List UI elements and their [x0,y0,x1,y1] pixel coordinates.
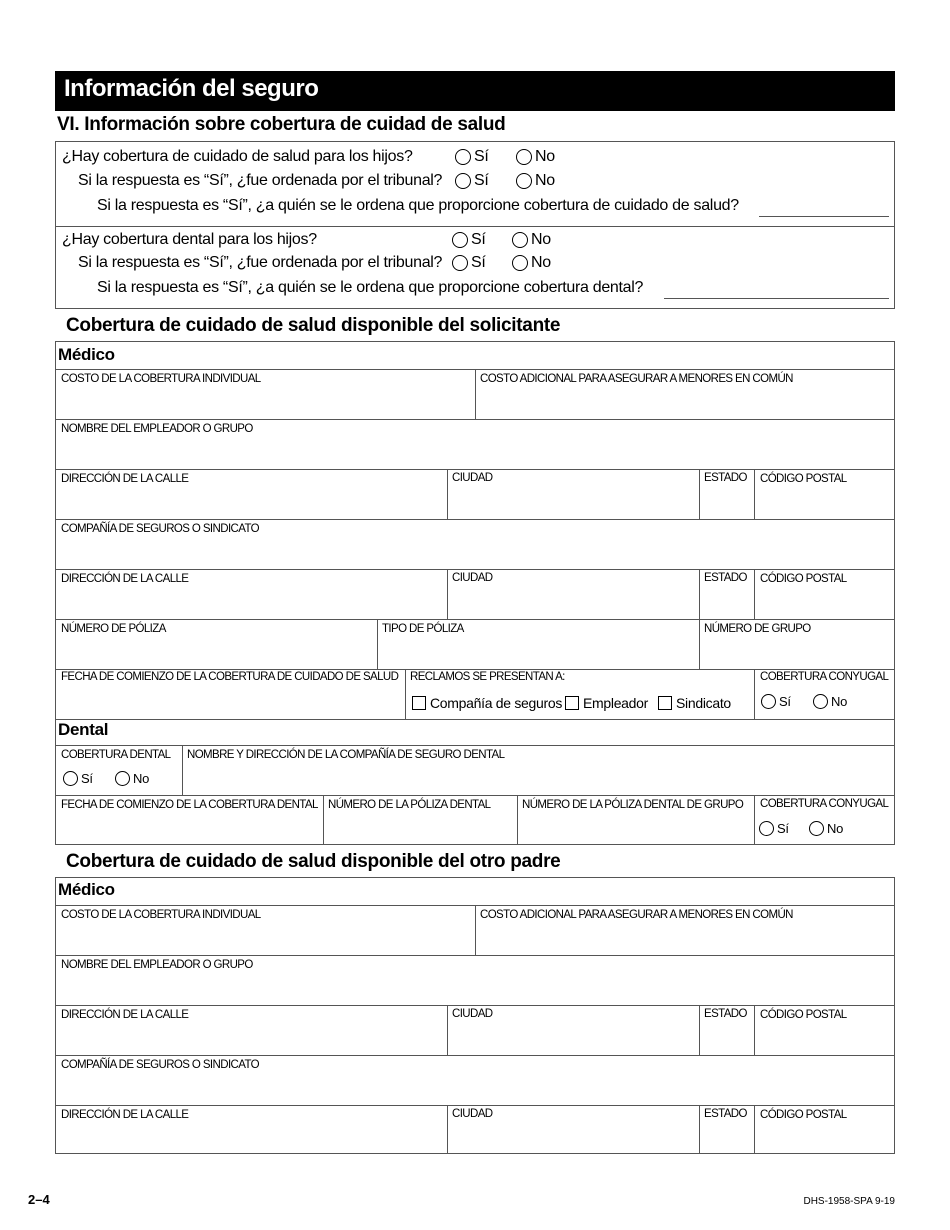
health-who-ordered-question: Si la respuesta es “Sí”, ¿a quién se le ordena que proporcione cobertura de cuidado de salud? [97,197,739,214]
other-insurance-city-field[interactable]: CIUDAD [452,1108,493,1120]
checkbox-icon[interactable] [658,696,672,710]
dental-company-field[interactable]: NOMBRE Y DIRECCIÓN DE LA COMPAÑÍA DE SEGURO DENTAL [187,749,505,761]
health-coverage-questions [55,141,895,227]
other-medico-header: Médico [58,880,115,899]
employer-street-field[interactable]: DIRECCIÓN DE LA CALLE [61,473,189,485]
dental-coverage-yes[interactable]: Sí [452,231,486,249]
form-id: DHS-1958-SPA 9-19 [803,1196,895,1207]
other-employer-state-field[interactable]: ESTADO [704,1008,747,1020]
checkbox-icon[interactable] [565,696,579,710]
employer-zip-field[interactable]: CÓDIGO POSTAL [760,473,847,485]
dental-coverage-questions [55,226,895,309]
dental-group-policy-field[interactable]: NÚMERO DE LA PÓLIZA DENTAL DE GRUPO [522,799,744,811]
applicant-coverage-title: Cobertura de cuidado de salud disponible del solicitante [66,315,561,336]
other-additional-cost-field[interactable]: COSTO ADICIONAL PARA ASEGURAR A MENORES EN COMÚN [480,909,793,921]
dental-coverage-label: COBERTURA DENTAL [61,749,171,761]
medico-header: Médico [58,345,115,364]
insurance-state-field[interactable]: ESTADO [704,572,747,584]
radio-icon[interactable] [455,173,471,189]
radio-icon[interactable] [63,771,78,786]
radio-icon[interactable] [516,149,532,165]
health-court-yes[interactable]: Sí [455,172,489,190]
other-insurance-street-field[interactable]: DIRECCIÓN DE LA CALLE [61,1109,189,1121]
dental-court-ordered-question: Si la respuesta es “Sí”, ¿fue ordenada por el tribunal? [78,254,443,271]
dental-coverage-yes-option[interactable]: Sí [63,771,93,786]
health-court-no[interactable]: No [516,172,555,190]
radio-icon[interactable] [512,232,528,248]
other-insurance-company-field[interactable]: COMPAÑÍA DE SEGUROS O SINDICATO [61,1059,260,1071]
dental-header: Dental [58,720,109,739]
spousal-coverage-yes[interactable]: Sí [761,694,791,709]
dental-coverage-no-option[interactable]: No [115,771,149,786]
dental-spousal-coverage-label: COBERTURA CONYUGAL [760,798,889,810]
policy-type-field[interactable]: TIPO DE PÓLIZA [382,623,464,635]
radio-icon[interactable] [512,255,528,271]
page-number: 2–4 [28,1192,50,1207]
section-title: VI. Información sobre cobertura de cuidad de salud [57,114,506,135]
health-court-ordered-question: Si la respuesta es “Sí”, ¿fue ordenada por el tribunal? [78,172,443,189]
health-coverage-yes[interactable]: Sí [455,148,489,166]
employer-state-field[interactable]: ESTADO [704,472,747,484]
spousal-coverage-label: COBERTURA CONYUGAL [760,671,889,683]
other-employer-zip-field[interactable]: CÓDIGO POSTAL [760,1009,847,1021]
health-coverage-no[interactable]: No [516,148,555,166]
spousal-coverage-no[interactable]: No [813,694,847,709]
coverage-start-date-field[interactable]: FECHA DE COMIENZO DE LA COBERTURA DE CUIDADO DE SALUD [61,671,399,683]
claims-insurance-company[interactable]: Compañía de seguros [412,695,562,711]
health-who-ordered-field[interactable] [759,216,889,217]
employer-name-field[interactable]: NOMBRE DEL EMPLEADOR O GRUPO [61,423,253,435]
dental-court-no[interactable]: No [512,254,551,272]
claims-label: RECLAMOS SE PRESENTAN A: [410,671,565,683]
dental-coverage-no[interactable]: No [512,231,551,249]
other-employer-street-field[interactable]: DIRECCIÓN DE LA CALLE [61,1009,189,1021]
other-individual-cost-field[interactable]: COSTO DE LA COBERTURA INDIVIDUAL [61,909,261,921]
individual-cost-field[interactable]: COSTO DE LA COBERTURA INDIVIDUAL [61,373,261,385]
applicant-coverage-form [55,341,895,845]
other-parent-coverage-title: Cobertura de cuidado de salud disponible del otro padre [66,851,561,872]
dental-start-date-field[interactable]: FECHA DE COMIENZO DE LA COBERTURA DENTAL [61,799,318,811]
radio-icon[interactable] [759,821,774,836]
radio-icon[interactable] [452,232,468,248]
policy-number-field[interactable]: NÚMERO DE PÓLIZA [61,623,166,635]
dental-spousal-yes[interactable]: Sí [759,821,789,836]
radio-icon[interactable] [516,173,532,189]
radio-icon[interactable] [452,255,468,271]
insurance-street-field[interactable]: DIRECCIÓN DE LA CALLE [61,573,189,585]
other-insurance-zip-field[interactable]: CÓDIGO POSTAL [760,1109,847,1121]
claims-union[interactable]: Sindicato [658,695,731,711]
additional-cost-field[interactable]: COSTO ADICIONAL PARA ASEGURAR A MENORES EN COMÚN [480,373,793,385]
page-header: Información del seguro [55,71,895,111]
insurance-zip-field[interactable]: CÓDIGO POSTAL [760,573,847,585]
other-parent-coverage-form [55,877,895,1154]
other-employer-name-field[interactable]: NOMBRE DEL EMPLEADOR O GRUPO [61,959,253,971]
dental-policy-number-field[interactable]: NÚMERO DE LA PÓLIZA DENTAL [328,799,491,811]
employer-city-field[interactable]: CIUDAD [452,472,493,484]
radio-icon[interactable] [761,694,776,709]
radio-icon[interactable] [813,694,828,709]
radio-icon[interactable] [455,149,471,165]
other-employer-city-field[interactable]: CIUDAD [452,1008,493,1020]
dental-court-yes[interactable]: Sí [452,254,486,272]
radio-icon[interactable] [809,821,824,836]
checkbox-icon[interactable] [412,696,426,710]
insurance-company-field[interactable]: COMPAÑÍA DE SEGUROS O SINDICATO [61,523,260,535]
other-insurance-state-field[interactable]: ESTADO [704,1108,747,1120]
insurance-city-field[interactable]: CIUDAD [452,572,493,584]
radio-icon[interactable] [115,771,130,786]
dental-spousal-no[interactable]: No [809,821,843,836]
group-number-field[interactable]: NÚMERO DE GRUPO [704,623,811,635]
claims-employer[interactable]: Empleador [565,695,648,711]
health-coverage-question: ¿Hay cobertura de cuidado de salud para los hijos? [62,148,413,165]
dental-who-ordered-question: Si la respuesta es “Sí”, ¿a quién se le ordena que proporcione cobertura dental? [97,279,644,296]
dental-who-ordered-field[interactable] [664,298,889,299]
dental-coverage-question: ¿Hay cobertura dental para los hijos? [62,231,317,248]
